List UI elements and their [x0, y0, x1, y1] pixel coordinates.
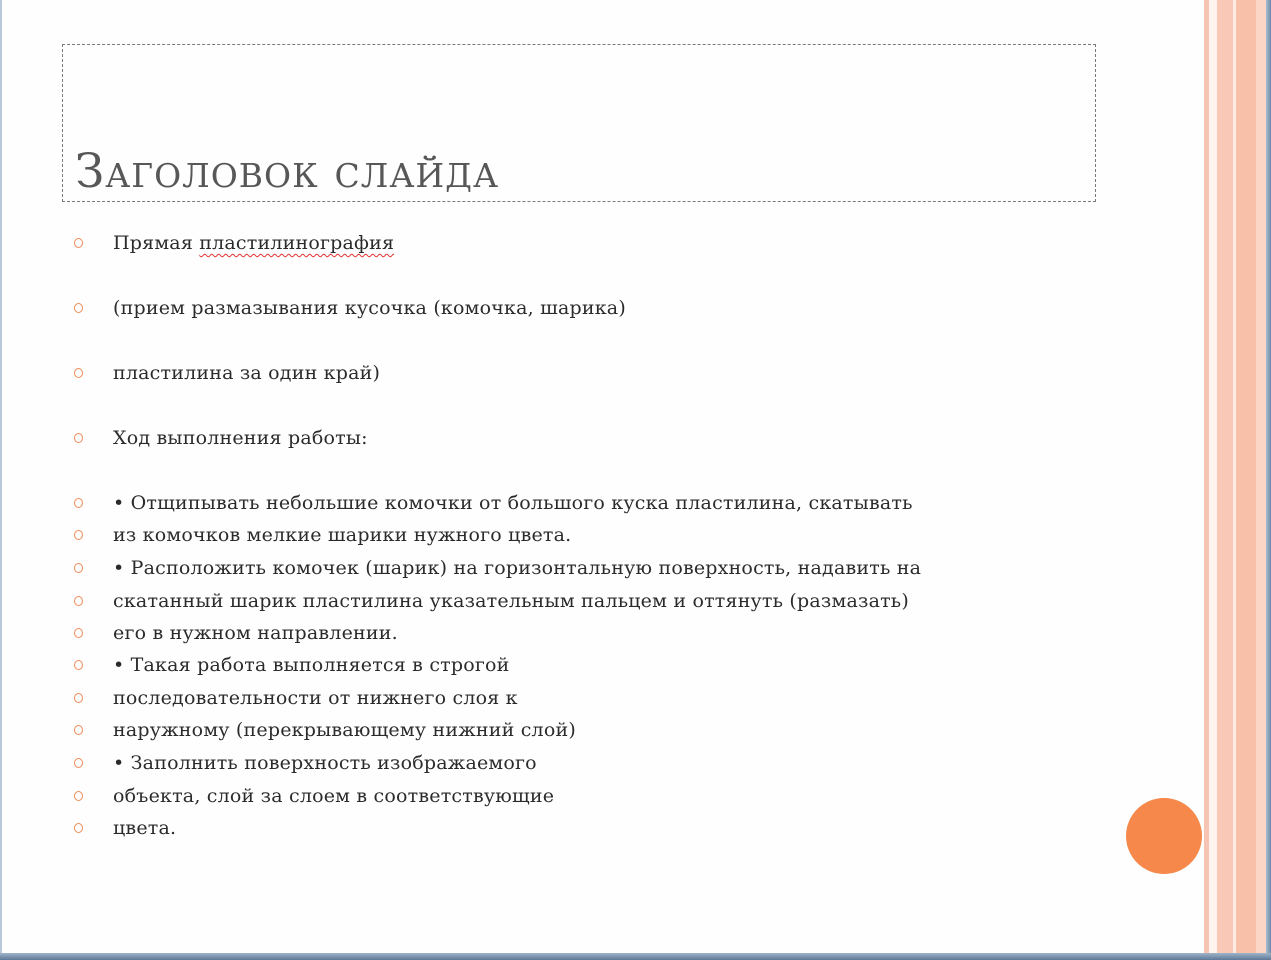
bullet-text-plain: Прямая — [113, 232, 200, 254]
content-placeholder[interactable] — [70, 0, 1190, 900]
bullet-marker-icon — [74, 693, 83, 703]
bullet-text: объекта, слой за слоем в соответствующие — [113, 785, 555, 807]
bullet-item[interactable] — [70, 424, 1070, 456]
bullet-marker-icon — [74, 758, 83, 768]
slide-title[interactable]: Заголовок слайда — [75, 144, 499, 199]
bullet-marker-icon — [74, 596, 83, 606]
bullet-item[interactable] — [70, 684, 1070, 716]
bullet-text: из комочков мелкие шарики нужного цвета. — [113, 524, 572, 546]
bullet-marker-icon — [74, 303, 83, 313]
decorative-stripe — [1236, 0, 1256, 960]
bullet-marker-icon — [74, 368, 83, 378]
bullet-text: пластилина за один край) — [113, 362, 381, 384]
bullet-item[interactable] — [70, 651, 1070, 683]
bullet-marker-icon — [74, 530, 83, 540]
decorative-stripe — [1217, 0, 1233, 960]
bullet-item[interactable] — [70, 782, 1070, 814]
bullet-item[interactable] — [70, 749, 1070, 781]
bullet-text: его в нужном направлении. — [113, 622, 398, 644]
bullet-marker-icon — [74, 563, 83, 573]
bullet-marker-icon — [74, 660, 83, 670]
spellcheck-flagged-word[interactable]: пластилинография — [199, 232, 395, 254]
bullet-text — [113, 229, 394, 257]
bullet-text: • Расположить комочек (шарик) на горизонтальную поверхность, надавить на — [113, 557, 922, 579]
bullet-item[interactable] — [70, 229, 1070, 261]
bullet-text: (прием размазывания кусочка (комочка, шарика) — [113, 297, 626, 319]
bullet-text: • Отщипывать небольшие комочки от большого куска пластилина, скатывать — [113, 492, 913, 514]
bullet-marker-icon — [74, 238, 83, 248]
window-frame-left — [0, 0, 2, 960]
decorative-circle — [1126, 798, 1202, 874]
decorative-stripe — [1209, 0, 1217, 960]
bullet-marker-icon — [74, 823, 83, 833]
bullet-marker-icon — [74, 725, 83, 735]
bullet-item[interactable] — [70, 619, 1070, 651]
bullet-text: наружному (перекрывающему нижний слой) — [113, 719, 576, 741]
bullet-marker-icon — [74, 498, 83, 508]
window-frame-right — [1266, 0, 1271, 960]
bullet-marker-icon — [74, 433, 83, 443]
bullet-item[interactable] — [70, 521, 1070, 553]
window-frame-bottom — [0, 953, 1271, 960]
bullet-text: последовательности от нижнего слоя к — [113, 687, 518, 709]
bullet-item[interactable] — [70, 587, 1070, 619]
bullet-text: • Такая работа выполняется в строгой — [113, 654, 510, 676]
bullet-item[interactable] — [70, 814, 1070, 846]
bullet-item[interactable] — [70, 716, 1070, 748]
bullet-marker-icon — [74, 628, 83, 638]
bullet-item[interactable] — [70, 359, 1070, 391]
bullet-text: Ход выполнения работы: — [113, 427, 368, 449]
bullet-text: • Заполнить поверхность изображаемого — [113, 752, 537, 774]
bullet-text: скатанный шарик пластилина указательным пальцем и оттянуть (размазать) — [113, 590, 909, 612]
bullet-item[interactable] — [70, 489, 1070, 521]
bullet-marker-icon — [74, 791, 83, 801]
bullet-item[interactable] — [70, 554, 1070, 586]
bullet-text: цвета. — [113, 817, 177, 839]
bullet-item[interactable] — [70, 294, 1070, 326]
